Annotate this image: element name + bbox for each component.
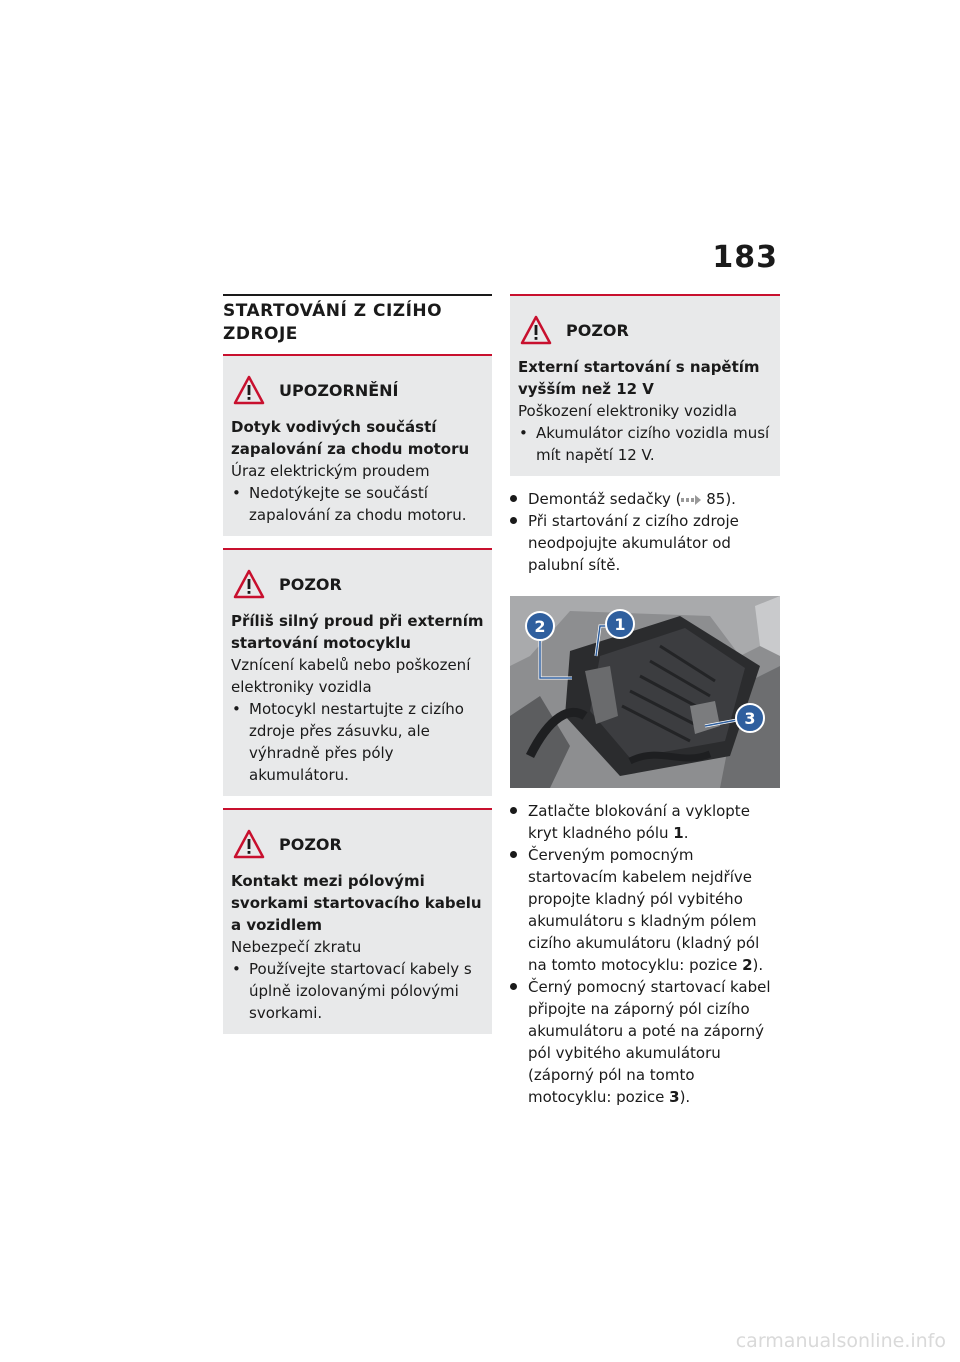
box-header <box>231 564 484 604</box>
footer-watermark: carmanualsonline.info <box>735 1330 946 1352</box>
box-bullet: • Motocykl nestartujte z cizího zdroje přes zásuvku, ale výhradně přes póly akumulátoru. <box>231 698 484 786</box>
steps-after <box>510 800 780 1108</box>
step-text-end: ). <box>679 1088 691 1106</box>
step-remove-seat <box>510 488 780 510</box>
caution-triangle-icon <box>520 315 552 345</box>
box-header <box>231 824 484 864</box>
caution-box <box>510 294 780 476</box>
box-bullets <box>231 698 484 786</box>
callout-3 <box>736 704 764 732</box>
warning-triangle-icon <box>233 375 265 405</box>
box-subtitle: Vznícení kabelů nebo poškození elektroniky vozidla <box>231 656 471 696</box>
position-ref: 2 <box>742 956 753 974</box>
page-reference-arrow-icon <box>681 495 701 505</box>
step-text-end: ). <box>752 956 764 974</box>
step-text-end: . <box>683 824 689 842</box>
page-reference[interactable]: 85 <box>706 490 726 508</box>
page-number: 183 <box>712 240 778 275</box>
step-text: Demontáž sedačky ( <box>528 490 682 508</box>
box-subtitle: Poškození elektroniky vozidla <box>518 402 738 420</box>
box-header <box>518 310 772 350</box>
box-header <box>231 370 484 410</box>
warning-box <box>223 354 492 536</box>
caution-triangle-icon <box>233 829 265 859</box>
box-label: POZOR <box>279 574 342 594</box>
position-ref: 3 <box>669 1088 680 1106</box>
step-red-cable <box>510 844 780 976</box>
box-bullets <box>231 482 484 526</box>
callout-label: 1 <box>614 615 626 634</box>
step-text: Červeným pomocným startovacím kabelem nejdříve propojte kladný pól vybitého akumulátoru s kladným pólem cizího akumulátoru (kladný pól na tomto motocyklu: pozice <box>528 846 760 974</box>
step-text: Při startování z cizího zdroje neodpojujte akumulátor od palubní sítě. <box>510 510 780 576</box>
box-bullets <box>231 958 484 1024</box>
box-title: Příliš silný proud při externím startování motocyklu <box>231 612 484 652</box>
step-text-end: ). <box>725 490 736 508</box>
box-title: Kontakt mezi pólovými svorkami startovacího kabelu a vozidlem <box>231 872 482 934</box>
left-column <box>223 294 492 1046</box>
step-text: Zatlačte blokování a vyklopte kryt kladného pólu <box>528 802 750 842</box>
callout-label: 2 <box>534 617 546 636</box>
box-bullets <box>518 422 772 466</box>
box-title: Dotyk vodivých součástí zapalování za chodu motoru <box>231 418 470 458</box>
box-label: POZOR <box>279 834 342 854</box>
right-column <box>510 294 780 1108</box>
box-title: Externí startování s napětím vyšším než 12 V <box>518 358 760 398</box>
caution-box <box>223 548 492 796</box>
step-text: Černý pomocný startovací kabel připojte na záporný pól cizího akumulátoru a poté na záporný pól vybitého akumulátoru (záporný pól na tomto motocyklu: pozice <box>528 978 771 1106</box>
box-bullet: • Používejte startovací kabely s úplně izolovanými pólovými svorkami. <box>231 958 484 1024</box>
section-title: STARTOVÁNÍ Z CIZÍHO ZDROJE <box>223 294 492 354</box>
position-ref: 1 <box>673 824 684 842</box>
callout-1 <box>606 610 634 638</box>
caution-triangle-icon <box>233 569 265 599</box>
box-label: POZOR <box>566 320 629 340</box>
caution-box <box>223 808 492 1034</box>
callout-2 <box>526 612 554 640</box>
box-bullet: • Nedotýkejte se součástí zapalování za chodu motoru. <box>231 482 484 526</box>
box-label: UPOZORNĚNÍ <box>279 380 399 400</box>
box-subtitle: Nebezpečí zkratu <box>231 938 362 956</box>
box-subtitle: Úraz elektrickým proudem <box>231 462 430 480</box>
battery-photo <box>510 596 780 788</box>
box-bullet: • Akumulátor cizího vozidla musí mít napětí 12 V. <box>518 422 772 466</box>
steps-before <box>510 488 780 576</box>
step-open-cover <box>510 800 780 844</box>
step-black-cable <box>510 976 780 1108</box>
callout-label: 3 <box>744 709 756 728</box>
